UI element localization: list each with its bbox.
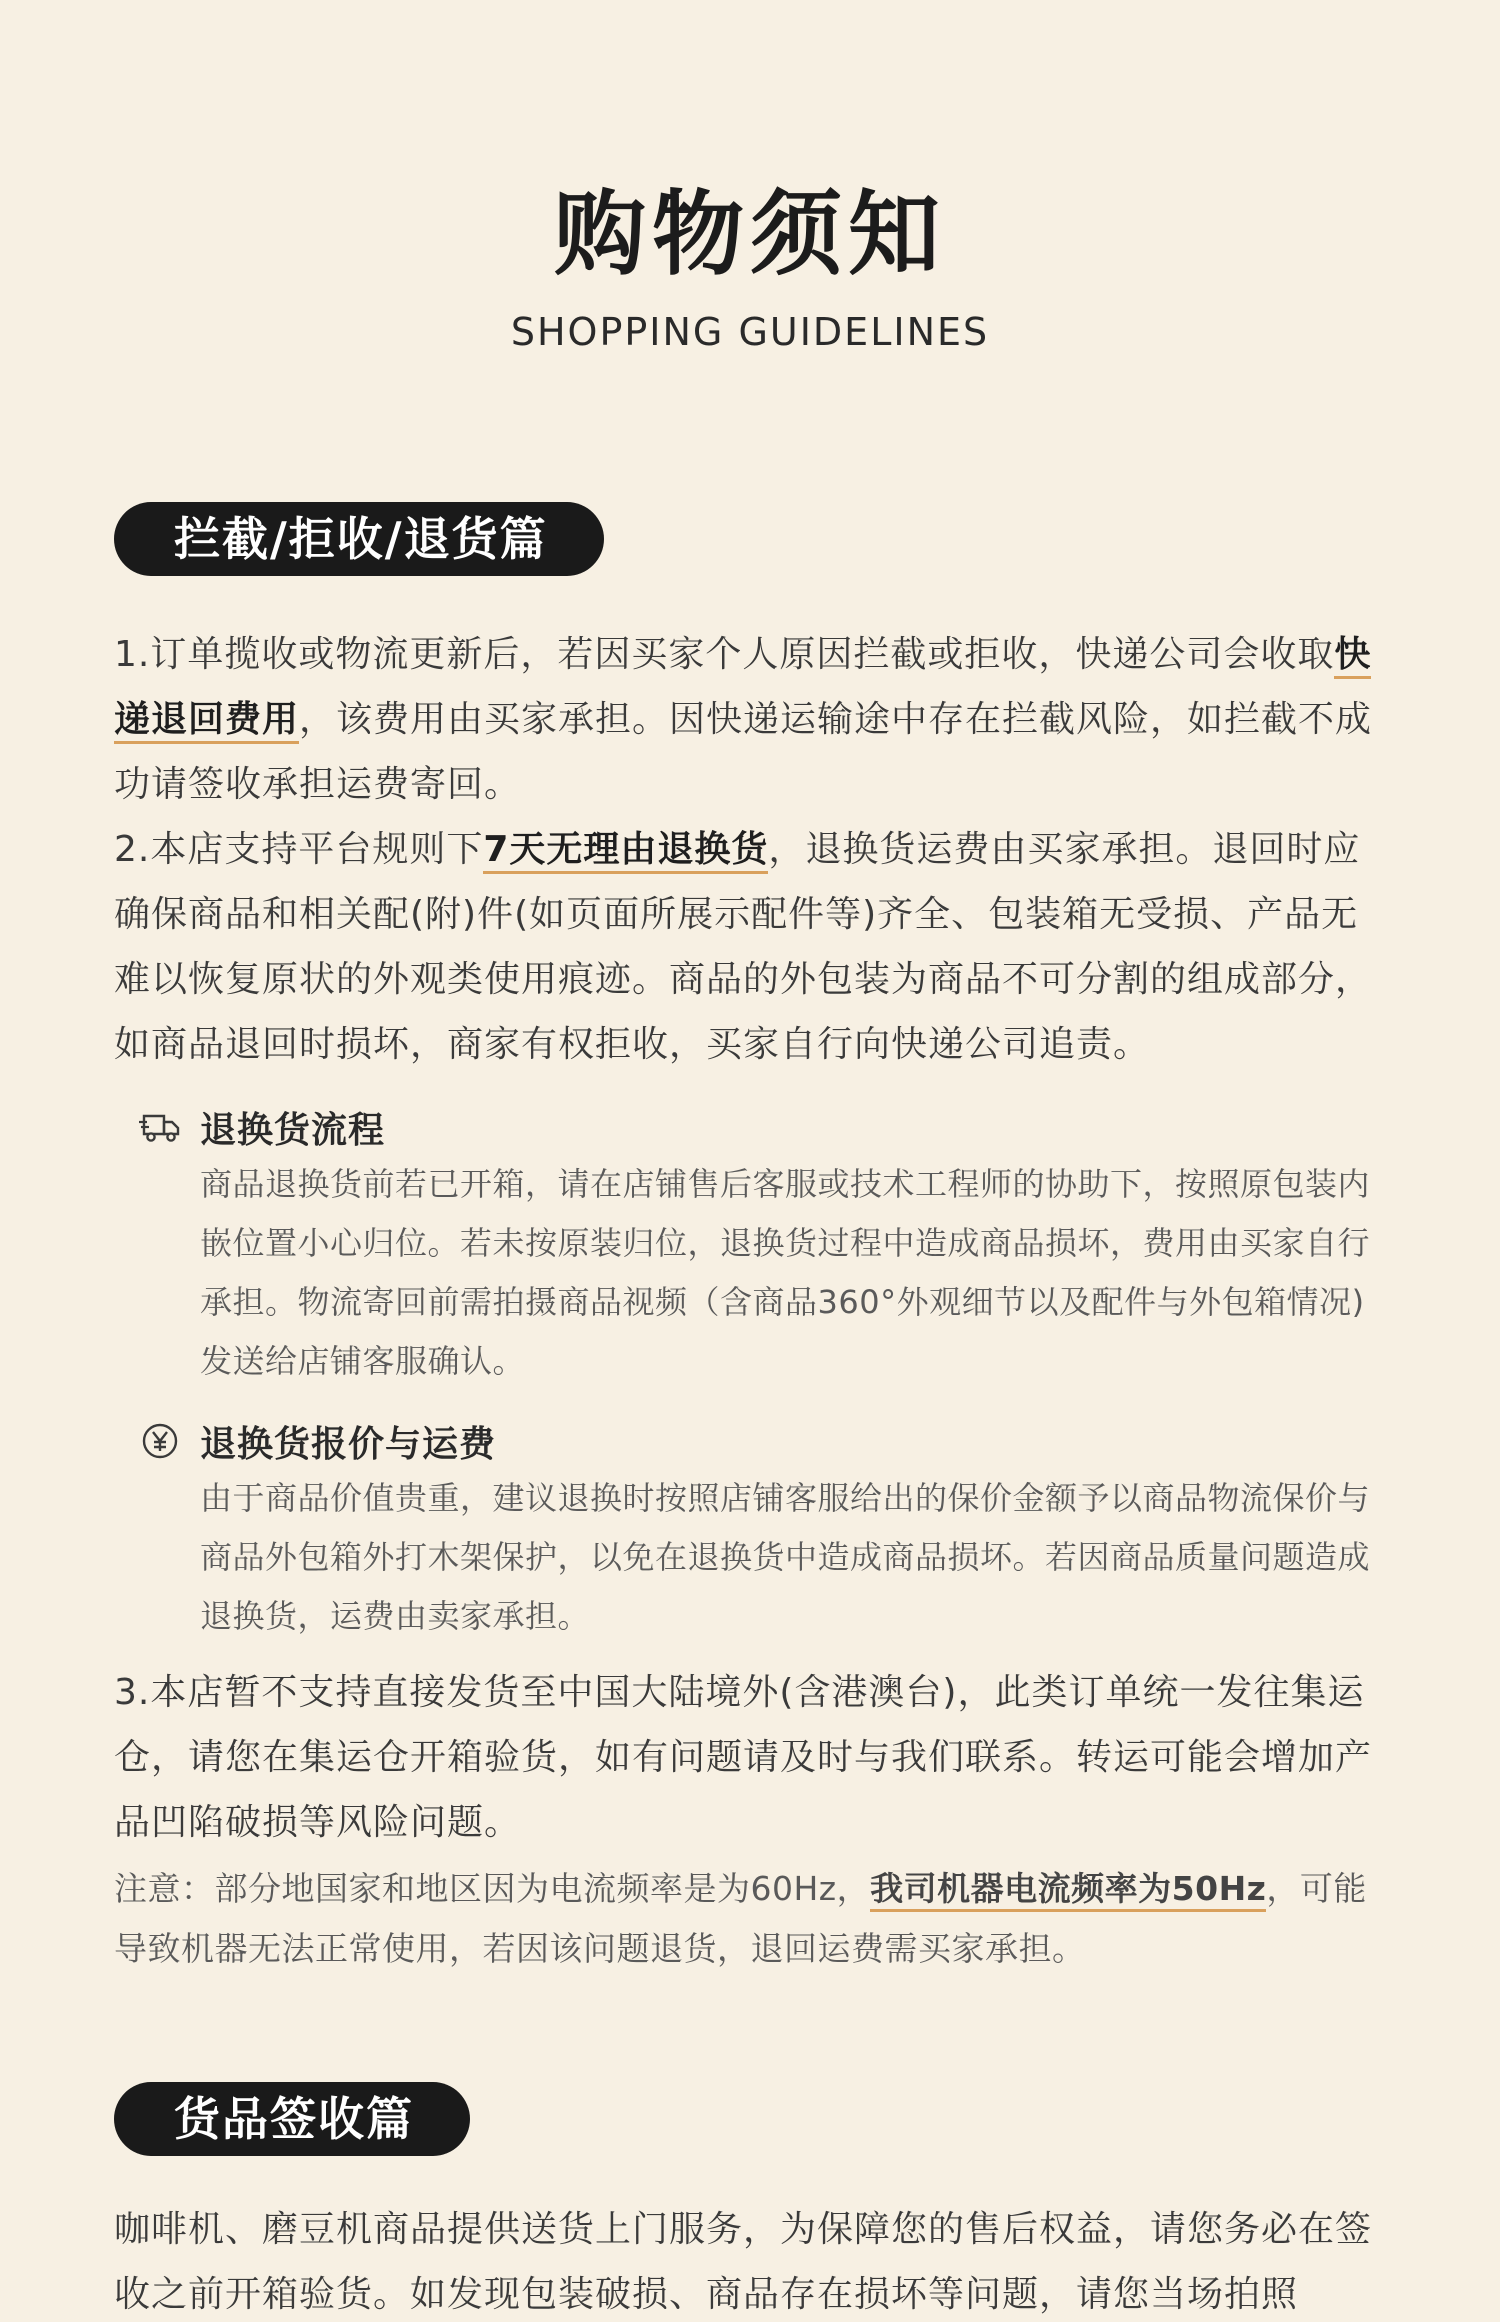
page-subtitle: SHOPPING GUIDELINES (510, 310, 990, 354)
yen-icon (138, 1421, 182, 1461)
paragraph-2-text-a: 2.本店支持平台规则下 (114, 829, 484, 870)
sub-title-return-process: 退换货流程 (200, 1109, 386, 1151)
delivery-paragraph-1: 咖啡机、磨豆机商品提供送货上门服务，为保障您的售后权益，请您务必在签收之前开箱验货。如发现包装破损、商品存在损坏等问题，请您当场拍照 (114, 2209, 1373, 2315)
note-highlight: 我司机器电流频率为50Hz (870, 1869, 1266, 1912)
paragraph-2-text-b: ，退换货运费由买家承担。退回时应确保商品和相关配(附)件(如页面所展示配件等)齐全、包装箱无受损、产品无难以恢复原状的外观类使用痕迹。商品的外包装为商品不可分割的组成部分，如商品退回时损坏，商家有权拒收，买家自行向快递公司追责。 (114, 829, 1373, 1065)
paragraph-2-highlight: 7天无理由退换货 (483, 829, 768, 874)
section-heading-returns: 拦截/拒收/退货篇 (114, 502, 604, 576)
truck-icon (138, 1107, 182, 1147)
paragraph-2 (114, 817, 1386, 1077)
sub-text-return-fees: 由于商品价值贵重，建议退换时按照店铺客服给出的保价金额予以商品物流保价与商品外包箱外打木架保护，以免在退换货中造成商品损坏。若因商品质量问题造成退换货，运费由卖家承担。 (200, 1479, 1371, 1635)
section-body-delivery (114, 2197, 1386, 2322)
sub-title-row (138, 1413, 1386, 1469)
section-body-returns (114, 622, 1386, 1979)
paragraph-1-text-a: 1.订单揽收或物流更新后，若因买家个人原因拦截或拒收，快递公司会收取 (114, 634, 1335, 675)
paragraph-3: 3.本店暂不支持直接发货至中国大陆境外(含港澳台)，此类订单统一发往集运仓，请您在集运仓开箱验货，如有问题请及时与我们联系。转运可能会增加产品凹陷破损等风险问题。 (114, 1672, 1373, 1843)
sub-text-return-process: 商品退换货前若已开箱，请在店铺售后客服或技术工程师的协助下，按照原包装内嵌位置小心归位。若未按原装归位，退换货过程中造成商品损坏，费用由买家自行承担。物流寄回前需拍摄商品视频（含商品360°外观细节以及配件与外包箱情况)发送给店铺客服确认。 (200, 1165, 1371, 1380)
page-header (0, 180, 1500, 354)
paragraph-1-text-b: ，该费用由买家承担。因快递运输途中存在拦截风险，如拦截不成功请签收承担运费寄回。 (114, 699, 1373, 805)
note-text-a: 注意：部分地国家和地区因为电流频率是为60Hz， (114, 1869, 871, 1908)
sub-title-return-fees: 退换货报价与运费 (200, 1423, 497, 1465)
paragraph-1 (114, 622, 1386, 817)
page-title: 购物须知 (553, 181, 946, 288)
paragraph-1-highlight: 快递退回费用 (114, 634, 1371, 744)
note-text-b: ，可能导致机器无法正常使用，若因该问题退货，退回运费需买家承担。 (114, 1869, 1367, 1968)
section-heading-delivery: 货品签收篇 (114, 2082, 470, 2156)
sub-block-return-process (138, 1099, 1386, 1391)
sub-title-row (138, 1099, 1386, 1155)
sub-block-return-fees (138, 1413, 1386, 1646)
note-paragraph (114, 1859, 1386, 1979)
